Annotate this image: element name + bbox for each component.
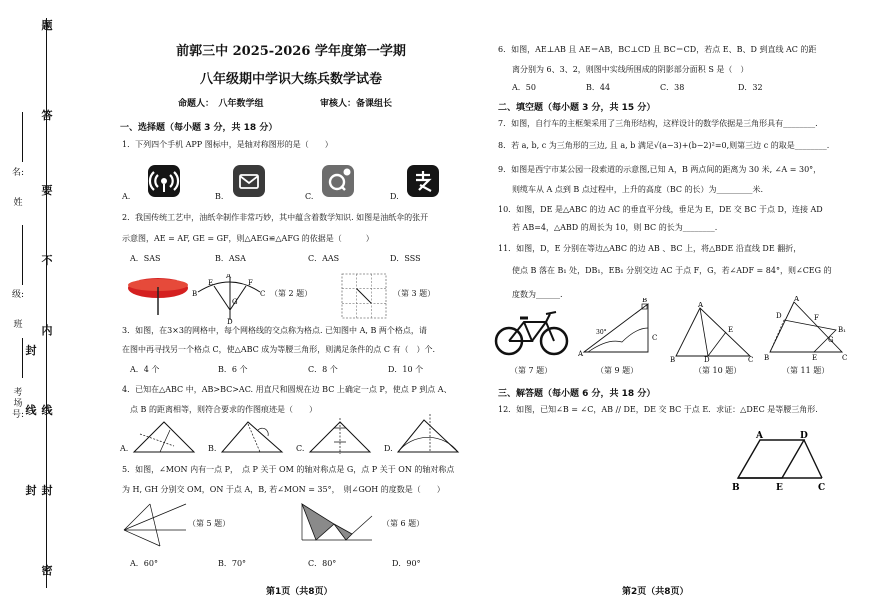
q2-option-b: B．ASA (215, 254, 246, 263)
zhi-char-icon (407, 165, 439, 197)
question-5-line1: 5．如图，∠MON 内有一点 P， 点 P 关于 OM 的轴对称点是 G，点 P 关于 ON 的轴对称点 (122, 465, 455, 474)
fig-label: E (776, 483, 783, 493)
section-fill-heading: 二、填空题（每小题 3 分，共 15 分） (498, 103, 656, 113)
q4-option-b-label: B. (208, 444, 217, 453)
fig-label: D (227, 318, 233, 324)
q2-option-d: D．SSS (390, 254, 421, 263)
binding-char: 答 (41, 109, 53, 122)
q1-option-c-label: C. (305, 192, 314, 201)
fig-label: B (732, 483, 740, 493)
section-choice-heading: 一、选择题（每小题 3 分，共 18 分） (120, 123, 278, 133)
binding-char: 线 (41, 404, 53, 417)
q-app-icon[interactable] (322, 165, 354, 197)
fig-label: A (698, 302, 704, 309)
fig-label: G (828, 336, 834, 344)
q4-option-a-label: A. (120, 444, 129, 453)
question-2-line2: 示意图，AE = AF, GE = GF，则△AEG≌△AFG 的依据是（ ） (122, 234, 374, 243)
seal-char: 线 (25, 404, 37, 417)
q3-option-c: C．8 个 (308, 365, 338, 374)
q10-figure (670, 302, 754, 362)
question-10-line1: 10．如图，DE 是△ABC 的边 AC 的垂直平分线，垂足为 E，DE 交 BC 于点 D，连接 AD (498, 205, 823, 214)
wifi-signal-icon (148, 165, 180, 197)
q6-option-a: A．50 (512, 83, 536, 92)
q3-option-b: B．6 个 (218, 365, 248, 374)
fig-label: F (814, 314, 819, 322)
exam-title-line2: 八年级期中学识大练兵数学试卷 (199, 72, 382, 87)
q10-fig-caption: （第 10 题） (694, 366, 742, 375)
q5-option-a: A．60° (130, 559, 158, 568)
q2-fig-caption: （第 2 题） (270, 289, 313, 298)
q6-option-c: C．38 (660, 83, 685, 92)
q1-option-b-label: B. (215, 192, 224, 201)
umbrella-diagram (192, 274, 267, 324)
q5-figure (120, 500, 190, 548)
field-blank-line[interactable] (22, 225, 23, 285)
q4-option-c-label: C. (296, 444, 305, 453)
broadcast-app-icon[interactable] (148, 165, 180, 197)
cable-car-figure (578, 298, 664, 358)
q5-option-b: B．70° (218, 559, 247, 568)
q4-figure-d (394, 410, 462, 456)
fig-label: E (208, 279, 214, 287)
q1-option-a-label: A. (122, 192, 131, 201)
q5-option-c: C．80° (308, 559, 337, 568)
exam-reviewer: 审核人：备课组长 (320, 99, 393, 109)
question-3-line1: 3．如图，在3×3的网格中，每个网格线的交点称为格点. 已知图中 A, B 两个格点，请 (122, 326, 427, 335)
grid-3x3-figure (340, 272, 388, 320)
question-8: 8．若 a, b, c 为三角形的三边, 且 a, b 满足√(a−3)+(b−2)²=0,则第三边 c 的取是________. (498, 141, 830, 150)
page-footer-right: 第2页（共8页） (622, 587, 689, 597)
q1-option-d-label: D. (390, 192, 399, 201)
fig-label: G (232, 298, 238, 306)
question-9-line2: 则缆车从 A 点到 B 点过程中，上升的高度（BC 的长）为_________米. (512, 185, 764, 194)
fig-label: C (652, 334, 658, 342)
exam-title-line1: 前郭三中 2025-2026 学年度第一学期 (176, 44, 406, 59)
fig-label: D (800, 431, 808, 441)
seal-char: 封 (25, 344, 37, 357)
fig-label: A (756, 431, 763, 441)
fig-label: C (748, 356, 754, 362)
binding-line (46, 18, 47, 588)
fig-label: E (728, 326, 734, 334)
q4-option-d-label: D. (384, 444, 393, 453)
binding-char: 密 (41, 564, 53, 577)
binding-char: 题 (41, 19, 53, 32)
fig-label: B₁ (838, 326, 846, 334)
section-answer-heading: 三、解答题（每小题 6 分，共 18 分） (498, 389, 656, 399)
q5-fig-caption: （第 5 题） (188, 519, 231, 528)
question-1: 1．下列四个手机 APP 图标中，是轴对称图形的是（ ） (122, 140, 333, 149)
fig-label: D (704, 356, 710, 362)
q3-option-d: D．10 个 (388, 365, 424, 374)
q11-fig-caption: （第 11 题） (782, 366, 830, 375)
question-9-line1: 9．如图是西宁市某公园一段索道的示意图,已知 A，B 两点间的距离为 30 米, ∠A = 30°， (498, 165, 822, 174)
q6-option-d: D．32 (738, 83, 763, 92)
q4-figure-c (306, 416, 374, 456)
fig-label: A (578, 350, 584, 358)
umbrella-figure (126, 273, 190, 317)
q5-option-d: D．90° (392, 559, 421, 568)
binding-char: 不 (41, 254, 53, 267)
question-6-line2: 离分别为 6、3、2，则图中实线所围成的阴影部分面积 S 是（ ） (512, 65, 749, 74)
fig-label: A (794, 296, 800, 303)
field-class-label-2: 班 (13, 320, 23, 330)
binding-char: 内 (41, 324, 53, 337)
q6-figure (296, 500, 376, 546)
q11-figure (764, 296, 852, 360)
seal-char: 封 (25, 484, 37, 497)
fig-label: C (818, 483, 826, 493)
q-letter-icon (322, 165, 354, 197)
question-11-line2: 使点 B 落在 B₁ 处，DB₁，EB₁ 分别交边 AC 于点 F，G，若∠ADF = 84°，则∠CEG 的 (512, 266, 832, 275)
question-2-line1: 2．我国传统工艺中，油纸伞制作非常巧妙，其中蕴含着数学知识. 如图是油纸伞的张开 (122, 213, 429, 222)
bicycle-figure (494, 306, 570, 356)
question-6-line1: 6．如图，AE⊥AB 且 AE＝AB，BC⊥CD 且 BC＝CD，若点 E、B、D 到直线 AC 的距 (498, 45, 817, 54)
fig-label: C (842, 354, 848, 360)
question-3-line2: 在图中再寻找另一个格点 C，使△ABC 成为等腰三角形，则满足条件的点 C 有（ ）个. (122, 345, 436, 354)
fig-label: B (642, 298, 648, 304)
q3-option-a: A．4 个 (130, 365, 160, 374)
fig-label: C (260, 290, 266, 298)
binding-char: 要 (41, 184, 53, 197)
envelope-icon (233, 165, 265, 197)
fig-label: A (226, 274, 232, 280)
question-11-line3: 度数为______. (512, 290, 563, 299)
fig-label: B (764, 354, 770, 360)
question-4-line1: 4．已知在△ABC 中，AB>BC>AC. 用直尺和圆规在边 BC 上确定一点 P，使点 P 到点 A、 (122, 385, 452, 394)
question-7: 7．如图，自行车的主框架采用了三角形结构，这样设计的数学依据是三角形具有________. (498, 119, 818, 128)
q6-option-b: B．44 (586, 83, 611, 92)
q12-figure (728, 428, 832, 494)
field-class-label: 级: (12, 290, 25, 300)
question-10-line2: 若 AB=4，△ABD 的周长为 10，则 BC 的长为________. (512, 223, 718, 232)
q3-fig-caption: （第 3 题） (393, 289, 436, 298)
q9-fig-caption: （第 9 题） (596, 366, 639, 375)
field-room-label: 考场号: (12, 388, 25, 420)
field-blank-line[interactable] (22, 338, 23, 378)
q2-option-a: A．SAS (130, 254, 161, 263)
fig-label: D (776, 312, 782, 320)
angle-label: 30° (596, 329, 607, 336)
page-footer-left: 第1页（共8页） (266, 587, 333, 597)
pay-app-icon[interactable] (407, 165, 439, 197)
q4-figure-a (130, 416, 198, 456)
exam-setter: 命题人： 八年数学组 (178, 99, 264, 109)
fig-label: B (192, 290, 198, 298)
binding-char: 封 (41, 484, 53, 497)
q6-fig-caption: （第 6 题） (382, 519, 425, 528)
field-blank-line[interactable] (22, 112, 23, 162)
question-4-line2: 点 B 的距离相等，则符合要求的作图痕迹是（ ） (130, 405, 317, 414)
question-11-line1: 11．如图，D，E 分别在等边△ABC 的边 AB 、BC 上，将△BDE 沿直线 DE 翻折， (498, 244, 802, 253)
fig-label: E (812, 354, 818, 360)
field-name-label: 姓 (13, 198, 23, 208)
q4-figure-b (218, 416, 286, 456)
binding-sidebar (0, 0, 58, 615)
field-name-label-2: 名: (12, 168, 25, 178)
fig-label: F (248, 279, 253, 287)
fig-label: B (670, 356, 676, 362)
mail-app-icon[interactable] (233, 165, 265, 197)
q2-option-c: C．AAS (308, 254, 340, 263)
question-12: 12．如图，已知∠B = ∠C，AB // DE，DE 交 BC 于点 E．求证：△DEC 是等腰三角形. (498, 405, 818, 414)
q7-fig-caption: （第 7 题） (510, 366, 553, 375)
question-5-line2: 为 H, GH 分别交 OM，ON 于点 A，B, 若∠MON = 35°， 则∠GOH 的度数是（ ） (122, 485, 445, 494)
